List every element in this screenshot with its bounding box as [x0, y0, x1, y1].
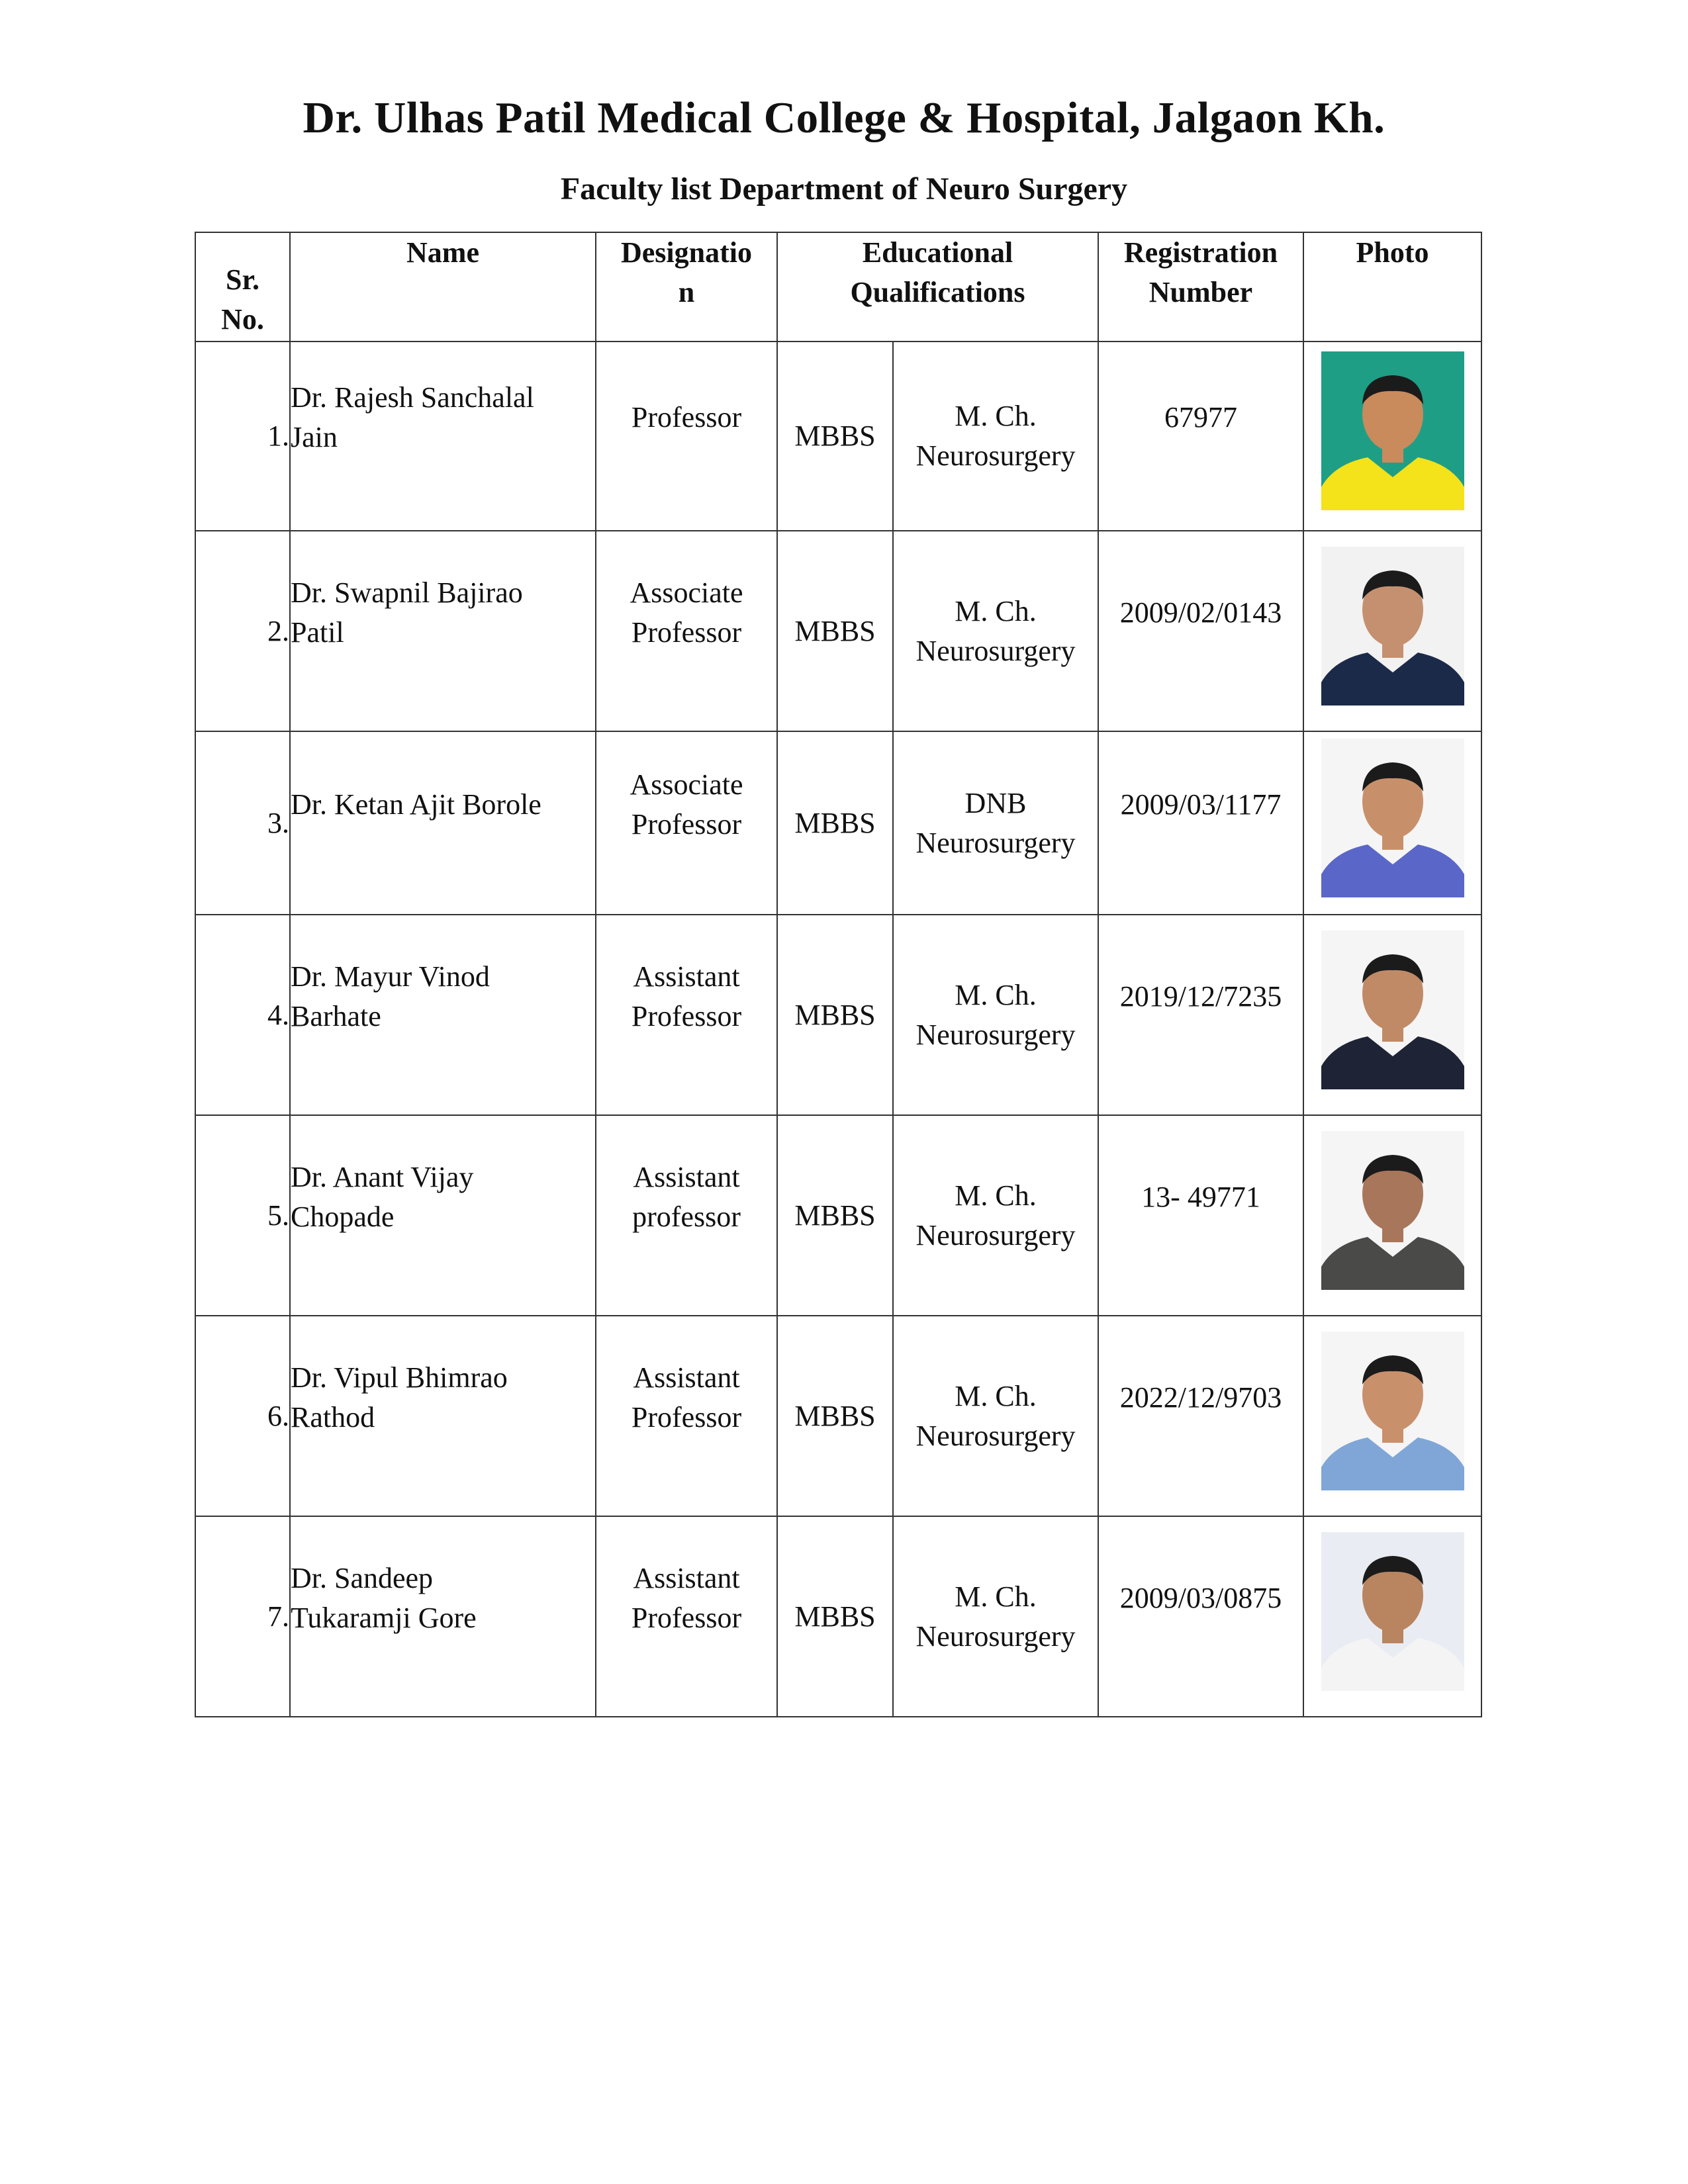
faculty-photo [1321, 351, 1464, 510]
table-row [195, 341, 1481, 531]
faculty-photo [1321, 1532, 1464, 1691]
column-header-designation: Designatio n [596, 232, 777, 341]
designation-cell: Assistant Professor [596, 915, 777, 1115]
designation-cell: Associate Professor [596, 731, 777, 915]
pg-qualification-cell: M. Ch. Neurosurgery [893, 341, 1098, 531]
faculty-photo [1321, 931, 1464, 1089]
designation-cell: Assistant Professor [596, 1316, 777, 1516]
table-row [195, 531, 1481, 731]
name-cell: Dr. Mayur Vinod Barhate [290, 915, 596, 1115]
table-row [195, 731, 1481, 915]
name-cell: Dr. Anant Vijay Chopade [290, 1115, 596, 1316]
table-row [195, 915, 1481, 1115]
name-cell: Dr. Ketan Ajit Borole [290, 731, 596, 915]
ug-qualification-cell: MBBS [777, 1115, 893, 1316]
ug-qualification-cell: MBBS [777, 1516, 893, 1717]
registration-cell: 2009/03/0875 [1098, 1516, 1303, 1717]
photo-cell [1303, 731, 1481, 915]
column-header-education: Educational Qualifications [777, 232, 1098, 341]
table-row [195, 1316, 1481, 1516]
pg-qualification-cell: M. Ch. Neurosurgery [893, 1516, 1098, 1717]
registration-cell: 2009/02/0143 [1098, 531, 1303, 731]
photo-cell [1303, 1115, 1481, 1316]
pg-qualification-cell: M. Ch. Neurosurgery [893, 915, 1098, 1115]
ug-qualification-cell: MBBS [777, 1316, 893, 1516]
designation-cell: Professor [596, 341, 777, 531]
page-subtitle: Faculty list Department of Neuro Surgery [560, 171, 1128, 206]
registration-cell: 2019/12/7235 [1098, 915, 1303, 1115]
pg-qualification-cell: DNB Neurosurgery [893, 731, 1098, 915]
registration-cell: 2009/03/1177 [1098, 731, 1303, 915]
sr-no-cell: 5. [195, 1115, 290, 1316]
registration-cell: 13- 49771 [1098, 1115, 1303, 1316]
faculty-table [195, 232, 1482, 1717]
sr-no-cell: 7. [195, 1516, 290, 1717]
column-header-photo: Photo [1303, 232, 1481, 341]
ug-qualification-cell: MBBS [777, 341, 893, 531]
ug-qualification-cell: MBBS [777, 731, 893, 915]
pg-qualification-cell: M. Ch. Neurosurgery [893, 1115, 1098, 1316]
sr-no-cell: 2. [195, 531, 290, 731]
faculty-photo [1321, 1131, 1464, 1290]
registration-cell: 2022/12/9703 [1098, 1316, 1303, 1516]
ug-qualification-cell: MBBS [777, 915, 893, 1115]
pg-qualification-cell: M. Ch. Neurosurgery [893, 1316, 1098, 1516]
column-header-name: Name [290, 232, 596, 341]
name-cell: Dr. Swapnil Bajirao Patil [290, 531, 596, 731]
designation-cell: Assistant Professor [596, 1516, 777, 1717]
registration-cell: 67977 [1098, 341, 1303, 531]
sr-no-cell: 6. [195, 1316, 290, 1516]
designation-cell: Assistant professor [596, 1115, 777, 1316]
table-row [195, 1115, 1481, 1316]
designation-cell: Associate Professor [596, 531, 777, 731]
name-cell: Dr. Sandeep Tukaramji Gore [290, 1516, 596, 1717]
photo-cell [1303, 1516, 1481, 1717]
sr-no-cell: 3. [195, 731, 290, 915]
column-header-registration: Registration Number [1098, 232, 1303, 341]
table-header-row [195, 232, 1481, 341]
faculty-photo [1321, 739, 1464, 897]
pg-qualification-cell: M. Ch. Neurosurgery [893, 531, 1098, 731]
page-title: Dr. Ulhas Patil Medical College & Hospital, Jalgaon Kh. [303, 93, 1385, 142]
name-cell: Dr. Rajesh Sanchalal Jain [290, 341, 596, 531]
ug-qualification-cell: MBBS [777, 531, 893, 731]
photo-cell [1303, 915, 1481, 1115]
sr-no-cell: 4. [195, 915, 290, 1115]
table-row [195, 1516, 1481, 1717]
faculty-photo [1321, 547, 1464, 705]
photo-cell [1303, 1316, 1481, 1516]
name-cell: Dr. Vipul Bhimrao Rathod [290, 1316, 596, 1516]
sr-no-cell: 1. [195, 341, 290, 531]
column-header-sr-no: Sr. No. [195, 232, 290, 341]
photo-cell [1303, 341, 1481, 531]
faculty-photo [1321, 1332, 1464, 1490]
photo-cell [1303, 531, 1481, 731]
